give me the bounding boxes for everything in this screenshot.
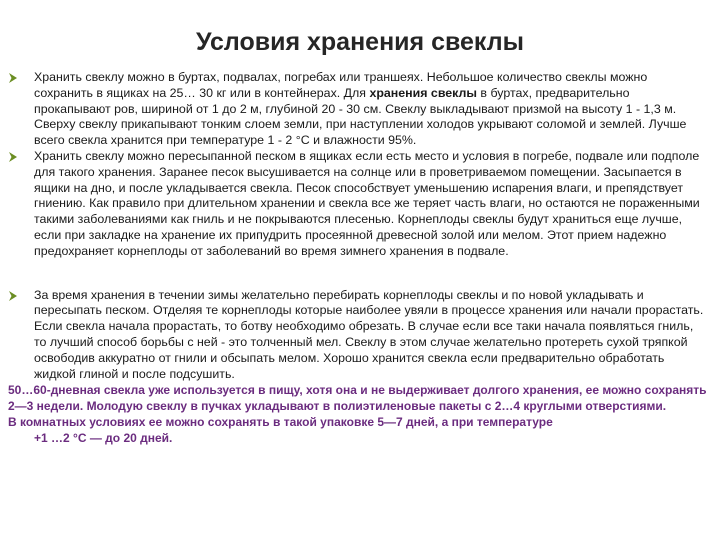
bullet-text: Хранить свеклу можно в буртах, подвалах, погребах или траншеях. Небольшое количество свеклы можно сохранить в ящиках на 25… 30 кг или в контейнерах. Для	[34, 70, 648, 100]
spacer	[8, 260, 708, 288]
highlight-text: 50…60-дневная свекла уже используется в пищу, хотя она и не выдерживает долгого хранения, ее можно сохранять 2—3 недели. Молодую свеклу в пучках укладывают в полиэтиленовые пакеты с 2…4 круглыми отверстиями.	[8, 383, 707, 414]
list-item	[8, 70, 708, 149]
bullet-bold-text: хранения свеклы	[369, 85, 477, 100]
highlight-paragraph	[8, 414, 708, 446]
arrow-bullet-icon	[8, 291, 18, 301]
list-item	[8, 149, 708, 260]
arrow-bullet-icon	[8, 152, 18, 162]
bullet-text: За время хранения в течении зимы желательно перебирать корнеплоды свеклы и по новой укладывать и пересыпать песком. Отделяя те корнеплоды которые наиболее увяли в процессе хранения или начали прорастать. Если свекла начала прорастать, то ботву необходимо обрезать. В случае если все таки начала появляться гниль, то лучший способ борьбы с ней - это толченный мел. Свеклу в этом случае желательно протереть сухой тряпкой освободив аккуратно от гнили и обсыпать мелом. Хорошо хранится свекла если предварительно обработать жидкой глиной и после подсушить.	[34, 287, 704, 381]
arrow-bullet-icon	[8, 73, 18, 83]
bullet-text: в буртах, предварительно прокапывают ров, шириной от 1 до 2 м, глубиной 20 - 30 см. Свеклу выкладывают призмой на высоту 1 - 1,3 м. Сверху свеклу прикапывают тонким слоем земли, при наступлении холодов укрывают соломой и землей. Лучше всего свекла хранится при температуре 1 - 2 °С и влажности 95%.	[34, 85, 687, 148]
highlight-line: В комнатных условиях ее можно сохранять в такой упаковке 5—7 дней, а при температуре	[8, 415, 553, 430]
list-item	[8, 288, 708, 383]
highlight-paragraph	[8, 382, 708, 414]
document-body	[8, 70, 708, 446]
bullet-text: Хранить свеклу можно пересыпанной песком в ящиках если есть место и условия в погребе, подвале или подполе для такого хранения. Заранее песок высушивается на солнце или в проветриваемом помещении. Засыпается в ящики на дно, и после укладывается свекла. Песок способствует уменьшению испарения влаги, и препядствует гниению. Как правило при длительном хранении и свекла все же теряет часть влаги, но остаются не пораженными такими заболеваниями как гниль и не покрываются плесенью. Корнеплоды свеклы будут храниться еще лучше, если при закладке на хранение их припудрить просеянной древесной золой или мелом. Этот прием надежно предохраняет корнеплоды от заболеваний во время зимнего хранения в подвале.	[34, 148, 700, 258]
page-title: Условия хранения свеклы	[196, 28, 524, 56]
highlight-line: +1 …2 °С — до 20 дней.	[34, 431, 173, 446]
